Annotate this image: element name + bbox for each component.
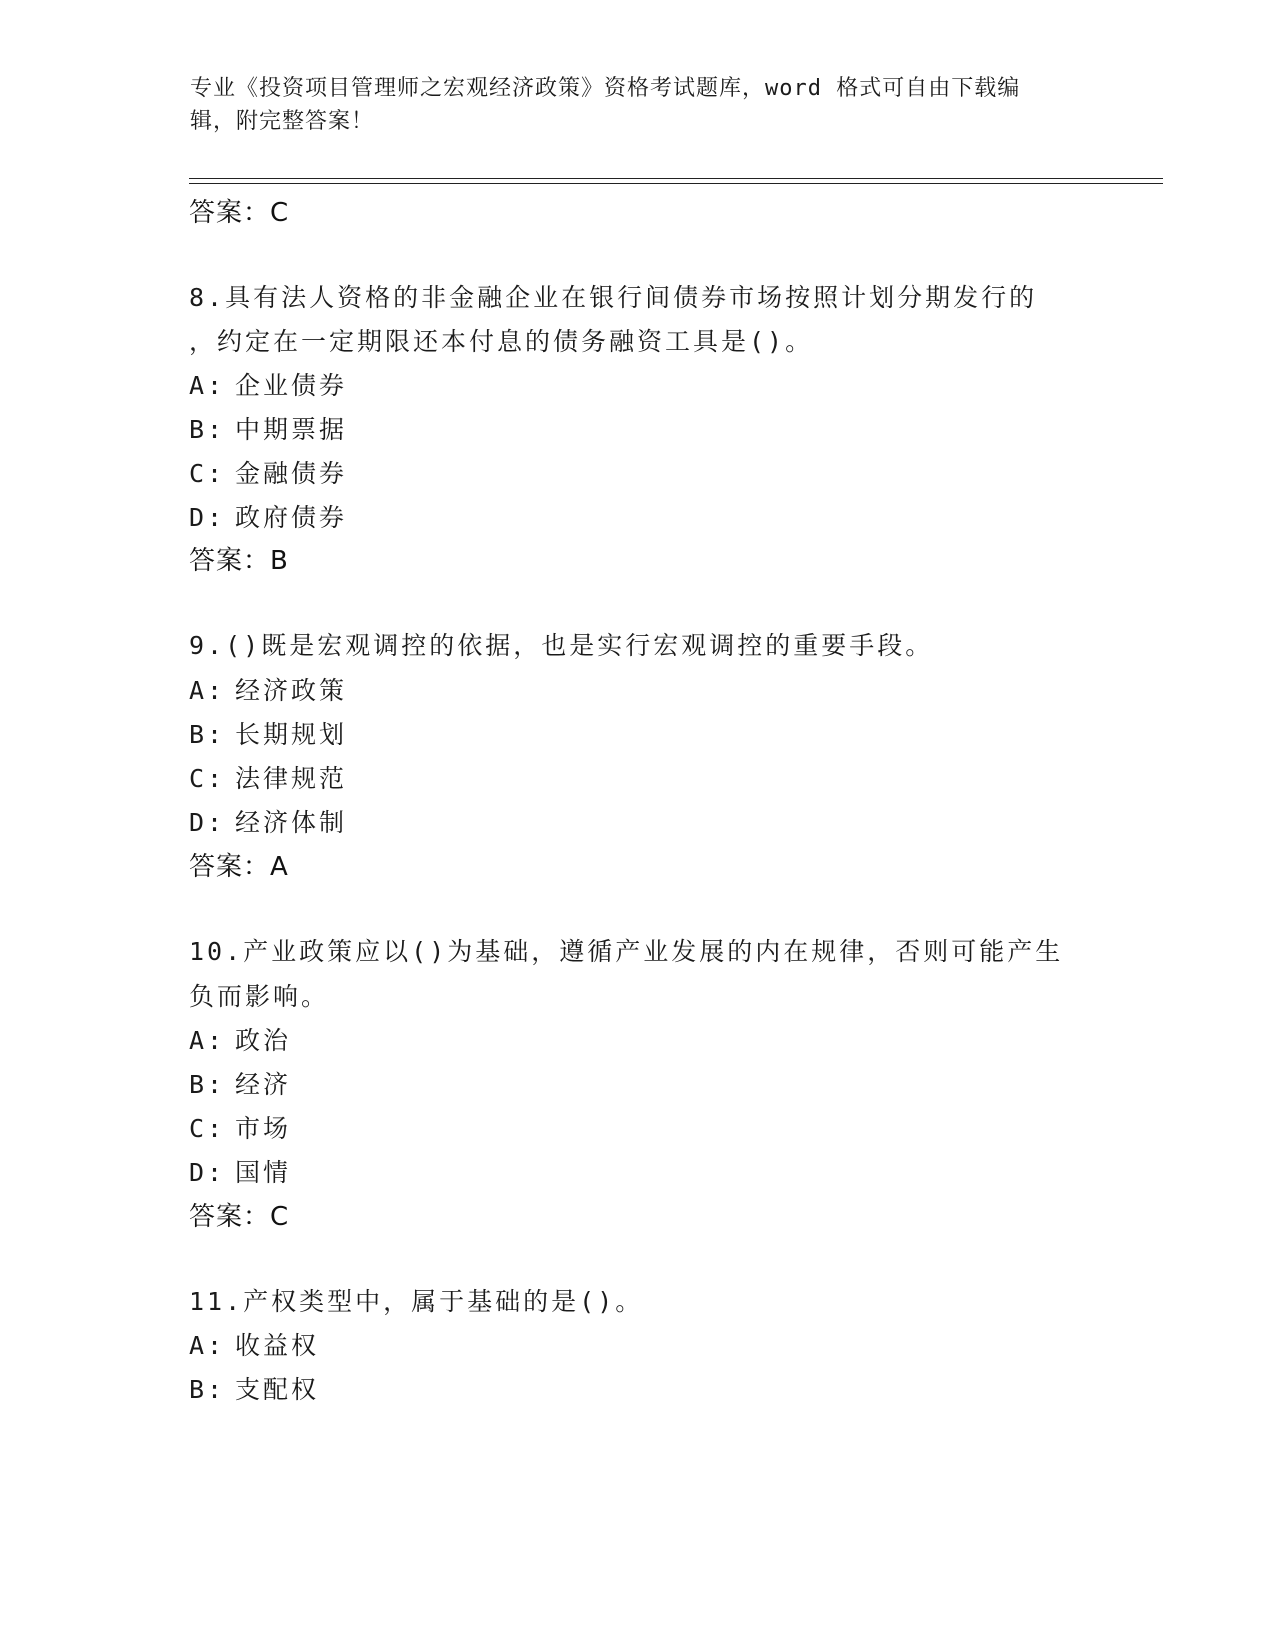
question-9-option-d xyxy=(189,803,347,839)
option-letter: A: xyxy=(189,1331,226,1360)
option-text: 中期票据 xyxy=(235,415,348,444)
option-text: 经济 xyxy=(235,1070,292,1099)
option-letter: D: xyxy=(189,503,226,532)
question-11-line-1: 11.产权类型中，属于基础的是()。 xyxy=(189,1287,644,1316)
option-text: 经济体制 xyxy=(235,808,348,837)
option-text: 支配权 xyxy=(235,1375,320,1404)
question-9-line-1: 9.()既是宏观调控的依据，也是实行宏观调控的重要手段。 xyxy=(189,631,934,660)
option-letter: D: xyxy=(189,1158,226,1187)
option-text: 国情 xyxy=(235,1158,292,1187)
header-divider-top xyxy=(189,178,1163,179)
option-letter: B: xyxy=(189,720,226,749)
option-text: 法律规范 xyxy=(235,764,348,793)
question-9-option-a xyxy=(189,671,347,707)
question-10-option-a xyxy=(189,1021,291,1057)
answer-q7: 答案：C xyxy=(189,198,290,228)
question-9-option-b xyxy=(189,715,347,751)
option-letter: C: xyxy=(189,459,226,488)
answer-q9: 答案：A xyxy=(189,852,289,882)
option-letter: D: xyxy=(189,808,226,837)
option-letter: C: xyxy=(189,1114,226,1143)
question-10-line-2: 负而影响。 xyxy=(189,982,330,1011)
question-10-option-d xyxy=(189,1153,291,1189)
header-note-line-2: 辑，附完整答案！ xyxy=(190,109,375,134)
option-letter: A: xyxy=(189,676,226,705)
question-9-option-c xyxy=(189,759,347,795)
answer-q10: 答案：C xyxy=(189,1202,290,1232)
question-8-line-2: ，约定在一定期限还本付息的债务融资工具是()。 xyxy=(189,327,814,356)
question-11-option-b xyxy=(189,1370,319,1406)
option-letter: B: xyxy=(189,1375,226,1404)
option-text: 政府债券 xyxy=(235,503,348,532)
question-11-option-a xyxy=(189,1326,319,1362)
option-text: 企业债券 xyxy=(235,371,348,400)
question-8-option-c xyxy=(189,454,347,490)
option-text: 长期规划 xyxy=(235,720,348,749)
option-text: 市场 xyxy=(235,1114,292,1143)
option-letter: B: xyxy=(189,1070,226,1099)
option-letter: C: xyxy=(189,764,226,793)
header-note xyxy=(190,72,1090,138)
option-text: 政治 xyxy=(235,1026,292,1055)
answer-q8: 答案：B xyxy=(189,546,289,576)
question-8-option-a xyxy=(189,366,347,402)
option-letter: B: xyxy=(189,415,226,444)
question-10-line-1: 10.产业政策应以()为基础，遵循产业发展的内在规律，否则可能产生 xyxy=(189,937,1064,966)
question-8-line-1: 8.具有法人资格的非金融企业在银行间债券市场按照计划分期发行的 xyxy=(189,283,1038,312)
option-text: 收益权 xyxy=(235,1331,320,1360)
question-8-option-b xyxy=(189,410,347,446)
question-8-option-d xyxy=(189,498,347,534)
header-divider-bottom xyxy=(189,183,1163,184)
question-10-option-c xyxy=(189,1109,291,1145)
option-text: 经济政策 xyxy=(235,676,348,705)
option-letter: A: xyxy=(189,1026,226,1055)
question-10-option-b xyxy=(189,1065,291,1101)
option-letter: A: xyxy=(189,371,226,400)
option-text: 金融债券 xyxy=(235,459,348,488)
header-note-line-1: 专业《投资项目管理师之宏观经济政策》资格考试题库，word 格式可自由下载编 xyxy=(190,76,1021,101)
